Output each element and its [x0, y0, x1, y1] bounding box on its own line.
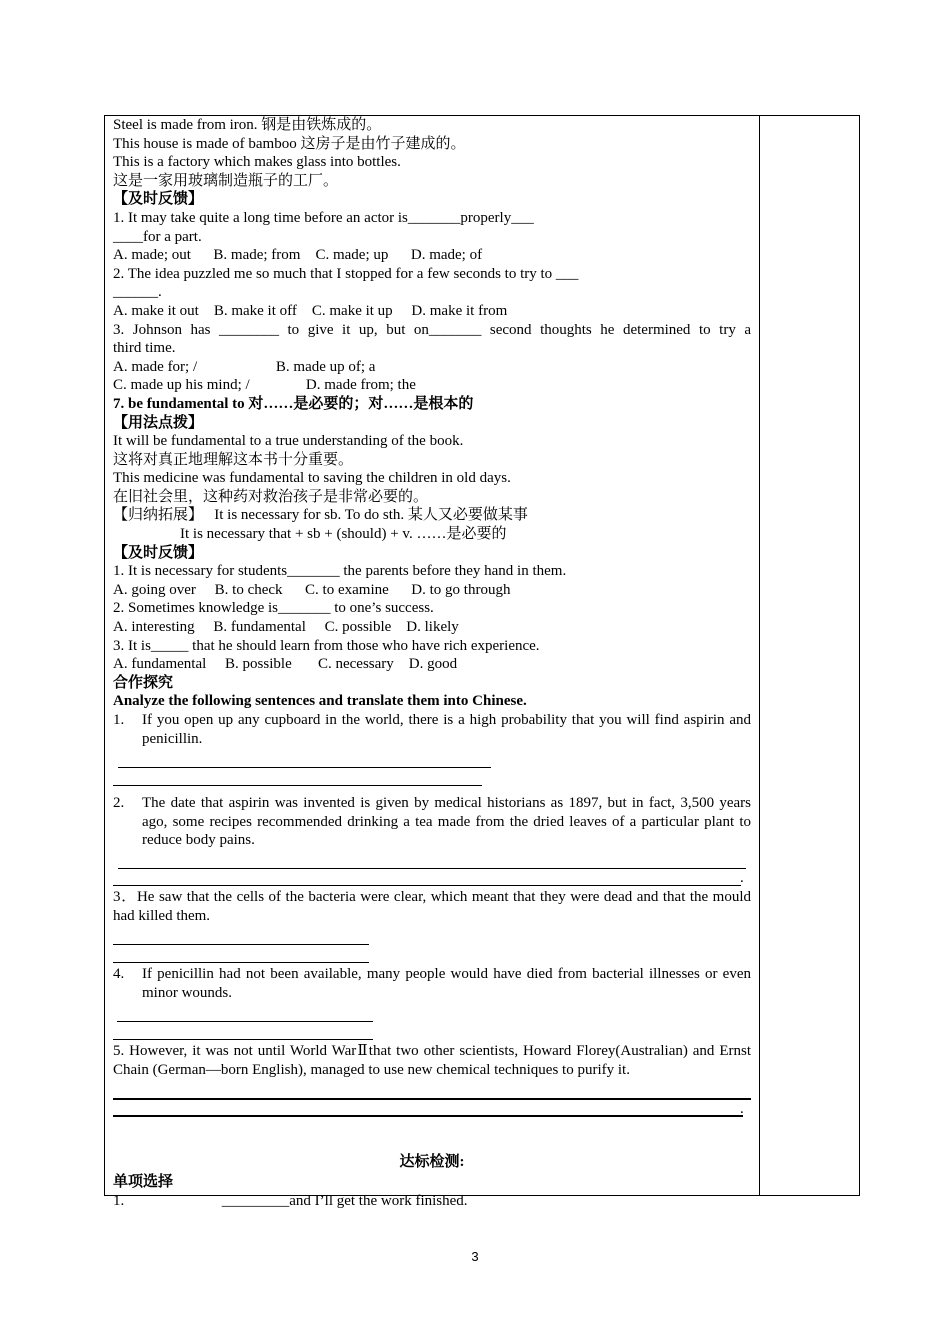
question-2-options: A. make it out B. make it off C. make it up D. make it from	[113, 302, 508, 319]
question-1-options: A. made; out B. made; from C. made; up D. made; of	[113, 247, 483, 264]
example-translation: 这是一家用玻璃制造瓶子的工厂。	[113, 172, 339, 189]
question-3-cont: third time.	[113, 340, 176, 357]
feedback-question-3: 3. It is_____ that he should learn from those who have rich experience.	[113, 637, 540, 654]
sentence-number: 1.	[113, 712, 125, 728]
table-column-divider	[759, 115, 760, 1196]
answer-line-period: .	[740, 869, 744, 886]
usage-example: It will be fundamental to a true understanding of the book.	[113, 433, 464, 450]
question-2: 2. The idea puzzled me so much that I stopped for a few seconds to try to ___	[113, 265, 579, 282]
section-heading-cooperation: 合作探究	[113, 674, 174, 691]
example-sentence: Steel is made from iron. 钢是由铁炼成的。	[113, 117, 382, 133]
translate-sentence-3: 3．He saw that the cells of the bacteria were clear, which meant that they were dead and that the mould had killed them.	[113, 888, 751, 924]
example-sentence: This house is made of bamboo 这房子是由竹子建成的。	[113, 135, 466, 152]
assessment-question-1: 1. _________and I’ll get the work finished.	[113, 1192, 468, 1209]
section-heading-single-choice: 单项选择	[113, 1174, 174, 1191]
example-sentence: This is a factory which makes glass into bottles.	[113, 154, 401, 171]
task-instruction: Analyze the following sentences and translate them into Chinese.	[113, 693, 527, 710]
sentence-text: The date that aspirin was invented is given by medical historians as 1897, but in fact, 3,500 years ago, some recipes recommended drinking a tea made from the dried leaves of a particular plant to reduce body pains.	[142, 795, 751, 849]
feedback-question-1: 1. It is necessary for students_______ the parents before they hand in them.	[113, 563, 567, 580]
feedback-question-3-options: A. fundamental B. possible C. necessary D. good	[113, 656, 458, 673]
sentence-number: 2.	[113, 795, 125, 812]
translate-sentence-4	[113, 965, 751, 1002]
section-heading-feedback: 【及时反馈】	[113, 191, 204, 208]
answer-line-period: .	[740, 1100, 744, 1117]
question-3-options-a: A. made for; / B. made up of; a	[113, 358, 376, 375]
question-1: 1. It may take quite a long time before an actor is_______properly___	[113, 209, 534, 226]
feedback-question-2: 2. Sometimes knowledge is_______ to one’s success.	[113, 600, 434, 617]
sentence-text: If you open up any cupboard in the world, there is a high probability that you will find aspirin and penicillin.	[142, 712, 751, 747]
summary-expansion: 【归纳拓展】 It is necessary for sb. To do sth. 某人又必要做某事	[113, 507, 528, 524]
section-heading-7: 7. be fundamental to 对……是必要的；对……是根本的	[113, 395, 474, 412]
page-number: 3	[471, 1249, 479, 1264]
usage-translation: 这将对真正地理解这本书十分重要。	[113, 451, 354, 468]
usage-example: This medicine was fundamental to saving the children in old days.	[113, 470, 511, 487]
sentence-text: If penicillin had not been available, many people would have died from bacterial illnesses or even minor wounds.	[142, 966, 751, 1001]
translate-sentence-1	[113, 711, 751, 748]
feedback-question-1-options: A. going over B. to check C. to examine D. to go through	[113, 581, 511, 598]
question-3-options-b: C. made up his mind; / D. made from; the	[113, 377, 416, 394]
sentence-number: 4.	[113, 966, 125, 983]
question-1-cont: ____for a part.	[113, 228, 202, 245]
feedback-question-2-options: A. interesting B. fundamental C. possible D. likely	[113, 619, 459, 636]
section-heading-feedback-2: 【及时反馈】	[113, 544, 204, 561]
question-2-cont: ______.	[113, 284, 162, 301]
usage-translation: 在旧社会里，这种药对救治孩子是非常必要的。	[113, 488, 429, 505]
translate-sentence-5: 5. However, it was not until World WarⅡthat two other scientists, Howard Florey(Australian) and Ernst Chain (German—born English), managed to use new chemical techniques to purify it.	[113, 1043, 751, 1078]
section-heading-assessment: 达标检测:	[399, 1153, 465, 1170]
translate-sentence-2	[113, 794, 751, 850]
section-heading-usage: 【用法点拨】	[113, 414, 204, 431]
worksheet-content	[113, 116, 751, 1210]
question-3: 3. Johnson has ________ to give it up, but on_______ second thoughts he determined to try a	[113, 321, 751, 338]
summary-expansion-2: It is necessary that + sb + (should) + v. ……是必要的	[180, 526, 507, 543]
